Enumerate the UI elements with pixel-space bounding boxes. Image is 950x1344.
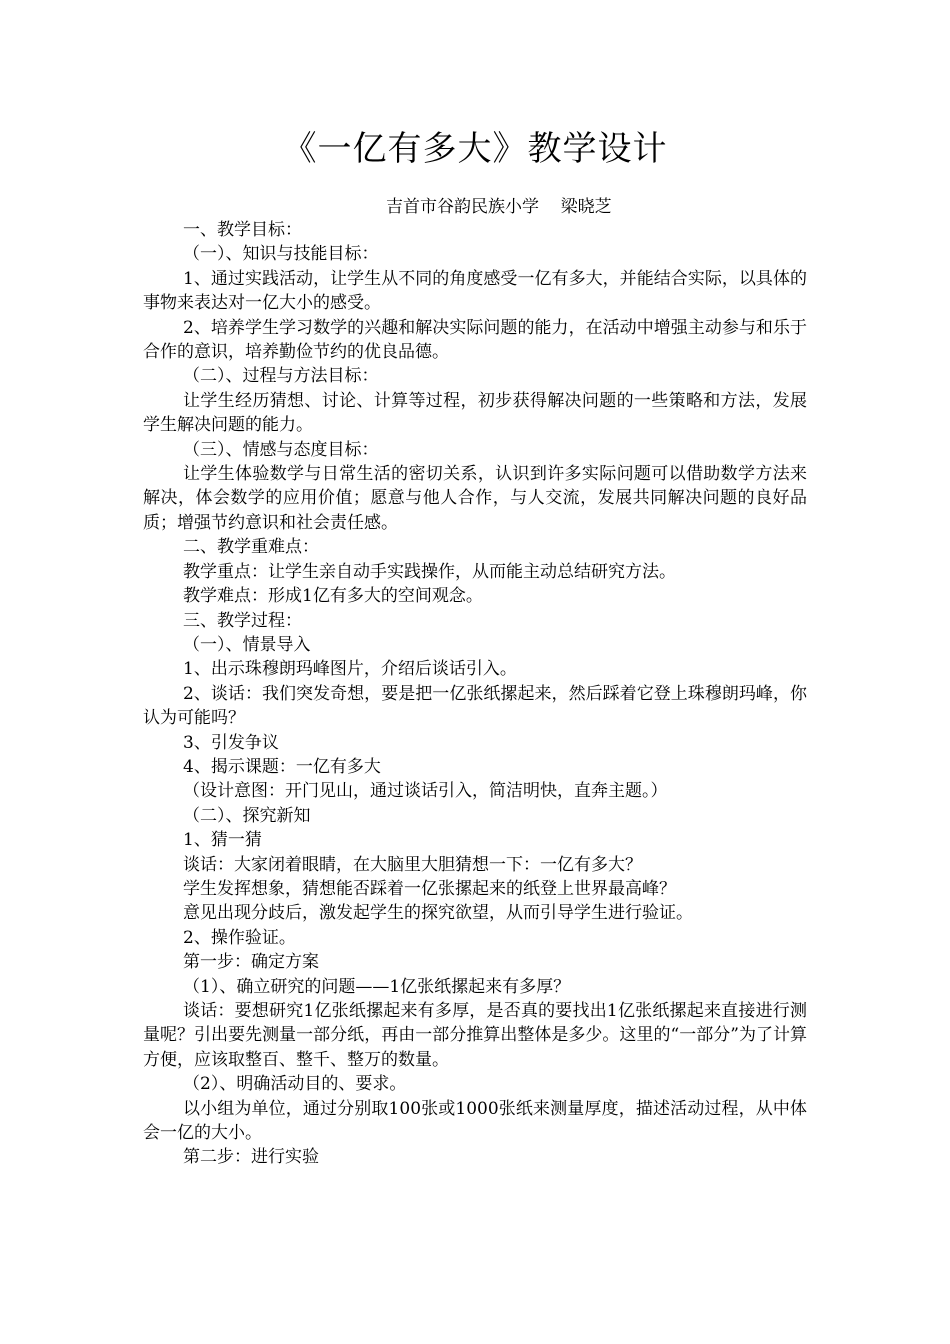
paragraph: 教学重点：让学生亲自动手实践操作，从而能主动总结研究方法。 (183, 561, 676, 582)
paragraph: 以小组为单位，通过分别取100张或1000张纸来测量厚度，描述活动过程，从中体会一亿的大小。 (143, 1098, 807, 1144)
paragraph: 让学生经历猜想、讨论、计算等过程，初步获得解决问题的一些策略和方法，发展学生解决问题的能力。 (143, 390, 807, 436)
paragraph: （2）、明确活动目的、要求。 (183, 1074, 407, 1095)
subheading-intro: （一）、情景导入 (183, 634, 311, 655)
paragraph: 意见出现分歧后，激发起学生的探究欲望，从而引导学生进行验证。 (183, 903, 693, 924)
subheading-explore: （二）、探究新知 (183, 805, 311, 826)
paragraph: 谈话：要想研究1亿张纸摞起来有多厚，是否真的要找出1亿张纸摞起来直接进行测量呢？引出要先测量一部分纸，再由一部分推算出整体是多少。这里的“一部分”为了计算方便，应该取整百、整千、整万的数量。 (143, 1001, 807, 1070)
paragraph: 1、猜一猜 (183, 830, 262, 851)
paragraph: （设计意图：开门见山，通过谈话引入，简洁明快，直奔主题。） (183, 781, 668, 802)
paragraph: （1）、确立研究的问题——1亿张纸摞起来有多厚？ (183, 976, 571, 997)
paragraph: 2、培养学生学习数学的兴趣和解决实际问题的能力，在活动中增强主动参与和乐于合作的意识，培养勤俭节约的优良品德。 (143, 317, 807, 363)
heading-objectives: 一、教学目标： (183, 220, 302, 240)
paragraph: 第一步：确定方案 (183, 952, 319, 973)
paragraph: 1、出示珠穆朗玛峰图片，介绍后谈话引入。 (183, 659, 517, 680)
paragraph: 4、揭示课题：一亿有多大 (183, 756, 381, 777)
heading-process: 三、教学过程： (183, 610, 302, 631)
paragraph: 1、通过实践活动，让学生从不同的角度感受一亿有多大，并能结合实际，以具体的事物来表达对一亿大小的感受。 (143, 268, 807, 314)
paragraph: 谈话：大家闭着眼睛，在大脑里大胆猜想一下：一亿有多大？ (183, 854, 642, 875)
paragraph: 3、引发争议 (183, 732, 279, 753)
paragraph: 让学生体验数学与日常生活的密切关系，认识到许多实际问题可以借助数学方法来解决，体会数学的应用价值；愿意与他人合作，与人交流，发展共同解决问题的良好品质；增强节约意识和社会责任感。 (143, 464, 807, 533)
author-line: 吉首市谷韵民族小学 梁晓芝 (386, 197, 612, 217)
paragraph: 教学难点：形成1亿有多大的空间观念。 (183, 586, 483, 607)
subheading-process: （二）、过程与方法目标： (183, 366, 379, 387)
document-body (143, 218, 807, 1170)
paragraph: 第二步：进行实验 (183, 1147, 319, 1168)
subheading-knowledge: （一）、知识与技能目标： (183, 244, 379, 265)
paragraph: 2、谈话：我们突发奇想，要是把一亿张纸摞起来，然后踩着它登上珠穆朗玛峰，你认为可能吗？ (143, 683, 807, 729)
subheading-attitude: （三）、情感与态度目标： (183, 439, 379, 460)
paragraph: 2、操作验证。 (183, 927, 296, 948)
paragraph: 学生发挥想象，猜想能否踩着一亿张摞起来的纸登上世界最高峰？ (183, 878, 676, 899)
document-title: 《一亿有多大》教学设计 (282, 129, 668, 169)
heading-key-points: 二、教学重难点： (183, 537, 319, 558)
